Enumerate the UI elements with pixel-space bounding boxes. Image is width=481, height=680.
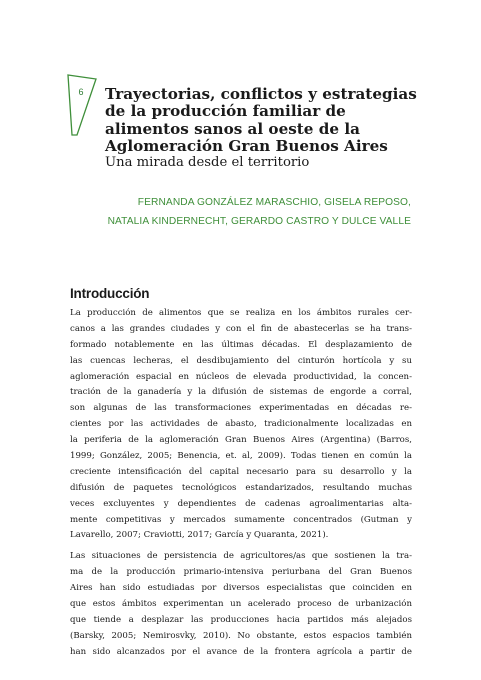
text-line: canos a las grandes ciudades y con el fin de abastecerlas se ha trans- [70,323,412,334]
chapter-title-line: Trayectorias, conflictos y estrategias [105,85,417,103]
author-line: FERNANDA GONZÁLEZ MARASCHIO, GISELA REPOSO, [137,197,411,208]
text-line: tración de la ganadería y la difusión de sistemas de engorde a corral, [70,387,412,398]
paragraph [70,549,412,660]
text-line: veces excluyentes y dependientes de cadenas agroalimentarias alta- [70,498,412,509]
text-line: Las situaciones de persistencia de agricultores/as que sostienen la tra- [70,551,412,562]
text-line: Lavarello, 2007; Craviotti, 2017; García y Quaranta, 2021). [70,530,329,541]
text-line: han sido alcanzados por el avance de la frontera agrícola a partir de [70,646,412,657]
chapter-subtitle: Una mirada desde el territorio [105,155,310,170]
text-line: 1999; González, 2005; Benencia, et. al, 2009). Todas tienen en común la [70,451,412,462]
chapter-title-line: Aglomeración Gran Buenos Aires [105,137,388,156]
text-line: formado notablemente en las últimas décadas. El desplazamiento de [70,339,412,350]
chapter-title-line: de la producción familiar de [105,102,346,121]
chapter-badge [67,74,97,136]
chapter-badge-outline-icon [67,74,97,136]
text-line: difusión de paquetes tecnológicos estandarizados, resultando muchas [70,482,412,493]
body-text [70,306,412,661]
text-line: (Barsky, 2005; Nemirosvky, 2010). No obstante, estos espacios también [70,630,412,641]
text-line: creciente intensificación del capital necesario para su desarrollo y la [70,466,412,477]
chapter-title [105,86,425,156]
text-line: que estos ámbitos experimentan un acelerado proceso de urbanización [70,599,412,610]
text-line: aglomeración espacial en núcleos de elevada productividad, la concen- [70,371,412,382]
text-line: cientes por las actividades de abasto, tradicionalmente localizadas en [70,419,412,430]
section-heading: Introducción [70,286,150,302]
text-line: las cuencas lecheras, el desdibujamiento del cinturón hortícola y su [70,355,412,366]
paragraph [70,306,412,544]
text-line: mente competitivas y mercados sumamente concentrados (Gutman y [70,514,412,525]
chapter-number: 6 [78,87,84,97]
author-line: NATALIA KINDERNECHT, GERARDO CASTRO Y DULCE VALLE [107,216,411,227]
author-list [71,193,411,231]
chapter-title-line: alimentos sanos al oeste de la [105,119,360,138]
text-line: Aires han sido estudiadas por diversos especialistas que coinciden en [70,583,412,594]
text-line: la periferia de la aglomeración Gran Buenos Aires (Argentina) (Barros, [70,435,412,446]
text-line: La producción de alimentos que se realiza en los ámbitos rurales cer- [70,308,412,318]
text-line: ma de la producción primario-intensiva periurbana del Gran Buenos [70,567,412,578]
text-line: que tiende a desplazar las producciones hacia partidos más alejados [70,614,412,625]
text-line: son algunas de las transformaciones experimentadas en décadas re- [70,403,412,414]
